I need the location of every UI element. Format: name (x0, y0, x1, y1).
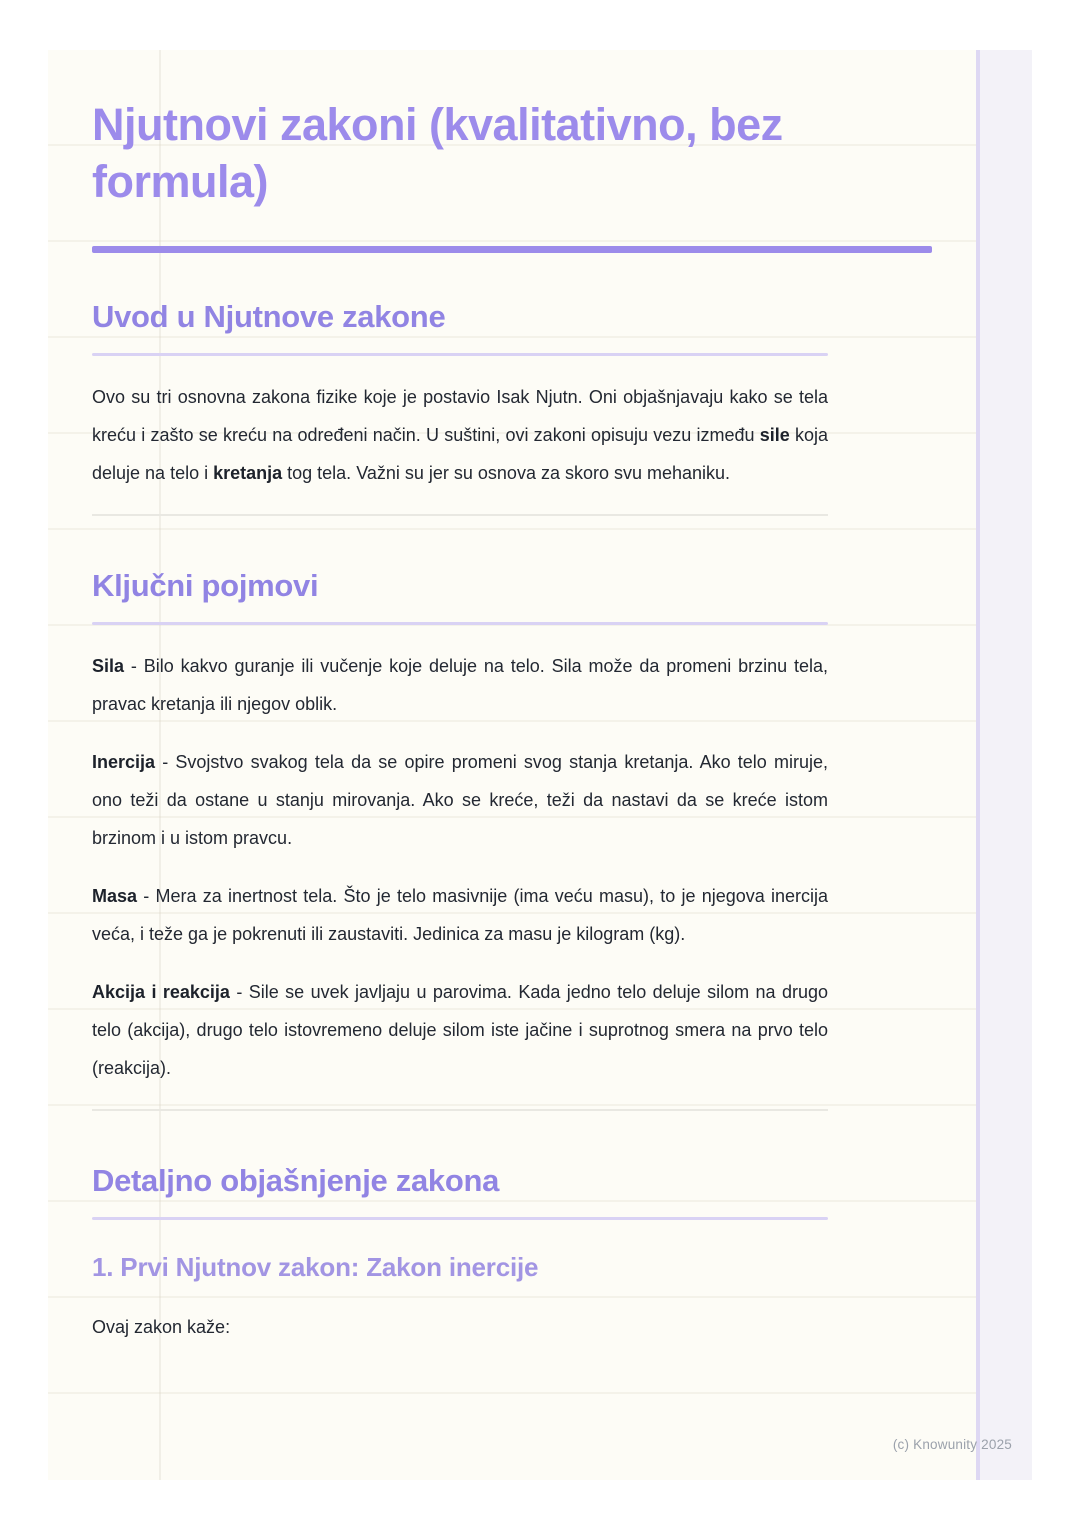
section-divider (92, 1109, 828, 1111)
copyright-footer: (c) Knowunity 2025 (892, 1437, 1012, 1452)
document-content (48, 50, 976, 1346)
term-definition: - Sile se uvek javljaju u parovima. Kada jedno telo deluje silom na drugo telo (akcija), drugo telo istovremeno deluje silom iste jačine i suprotnog smera na prvo telo (reakcija). (92, 982, 828, 1078)
term-paragraph-masa (92, 877, 828, 953)
term-label: Sila (92, 656, 125, 676)
section-heading-underline (92, 353, 828, 356)
intro-text-segment: Ovo su tri osnovna zakona fizike koje je postavio Isak Njutn. Oni objašnjavaju kako se tela kreću i zašto se kreću na određeni način. U suštini, ovi zakoni opisuju vezu između (92, 387, 828, 445)
page-title: Njutnovi zakoni (kvalitativno, bez formula) (92, 99, 783, 207)
document-page-card (48, 50, 976, 1480)
intro-bold-sile: sile (759, 425, 790, 445)
title-divider (92, 246, 932, 253)
section-heading-detaljno: Detaljno objašnjenje zakona (92, 1163, 500, 1198)
intro-text-segment: koja deluje na telo i (92, 425, 828, 483)
term-definition: - Svojstvo svakog tela da se opire promeni svog stanja kretanja. Ako telo miruje, ono teži da ostane u stanju mirovanja. Ako se kreće, teži da nastavi da se kreće istom brzinom i u istom pravcu. (92, 752, 828, 848)
term-definition: - Mera za inertnost tela. Što je telo masivnije (ima veću masu), to je njegova inercija veća, i teže ga je pokrenuti ili zaustaviti. Jedinica za masu je kilogram (kg). (92, 886, 828, 944)
section-heading-underline (92, 622, 828, 625)
term-paragraph-akcija-reakcija (92, 973, 828, 1087)
intro-text-segment: tog tela. Važni su jer su osnova za skoro svu mehaniku. (282, 463, 731, 483)
term-paragraph-sila (92, 647, 828, 723)
intro-bold-kretanja: kretanja (213, 463, 283, 483)
term-label: Akcija i reakcija (92, 982, 230, 1002)
section-heading-underline (92, 1217, 828, 1220)
section-heading-kljucni-pojmovi: Ključni pojmovi (92, 568, 319, 603)
section-divider (92, 514, 828, 516)
term-label: Masa (92, 886, 138, 906)
intro-paragraph (92, 378, 828, 492)
section-heading-uvod: Uvod u Njutnove zakone (92, 299, 446, 334)
term-paragraph-inercija (92, 743, 828, 857)
term-label: Inercija (92, 752, 156, 772)
page-edge-stripe (976, 50, 1032, 1480)
subsection-heading-prvi-zakon: 1. Prvi Njutnov zakon: Zakon inercije (92, 1252, 539, 1282)
term-definition: - Bilo kakvo guranje ili vučenje koje deluje na telo. Sila može da promeni brzinu tela, pravac kretanja ili njegov oblik. (92, 656, 828, 714)
lead-paragraph: Ovaj zakon kaže: (92, 1317, 231, 1337)
